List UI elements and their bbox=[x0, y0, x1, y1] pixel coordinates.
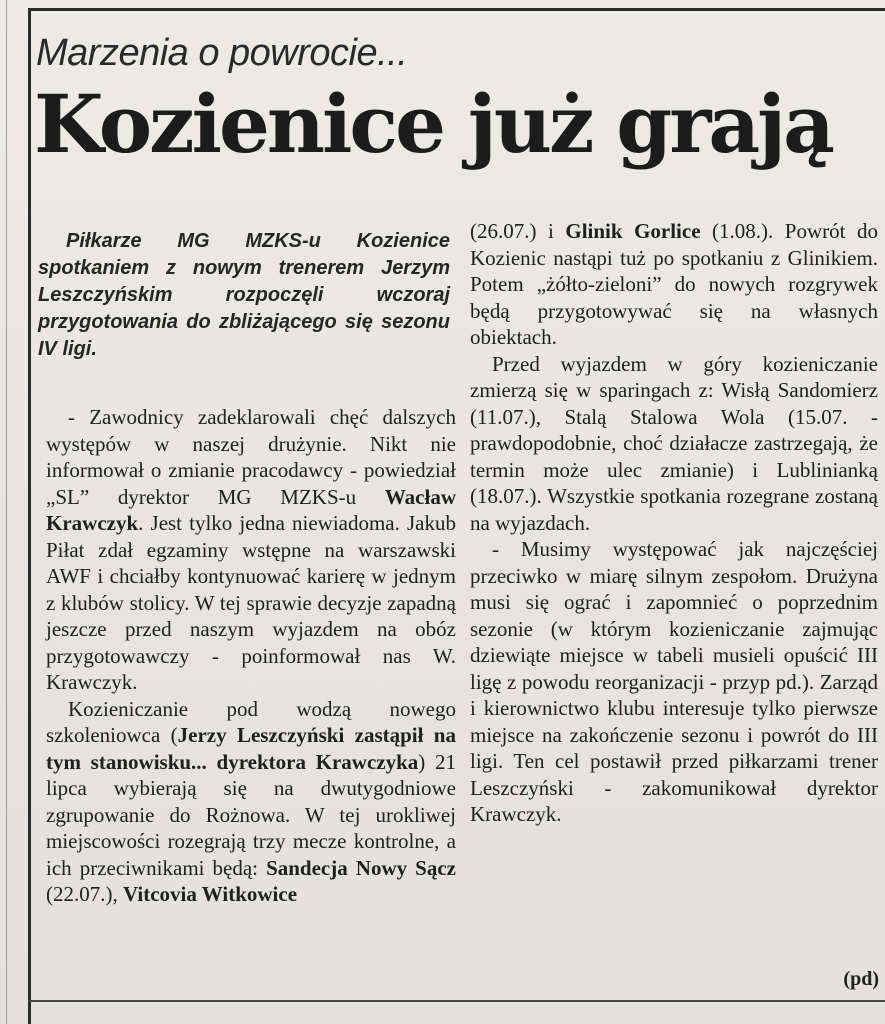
paragraph bbox=[46, 404, 456, 696]
paragraph bbox=[470, 218, 878, 351]
text-span: (26.07.) i bbox=[470, 219, 566, 243]
text-span: (1.08.). Powrót do Kozienic nastąpi tuż po spotkaniu z Glinikiem. Potem „żółto-zieloni” do nowych rozgrywek będą przygotowywać się na własnych obiektach. bbox=[470, 219, 878, 349]
bold-name: Wacław Krawczyk bbox=[46, 484, 456, 535]
text-span: (22.07.), bbox=[46, 882, 123, 906]
scan-edge-line bbox=[6, 0, 7, 1024]
top-rule bbox=[30, 8, 885, 11]
right-column bbox=[470, 218, 878, 828]
left-rule bbox=[28, 8, 31, 1024]
paragraph: Przed wyjazdem w góry kozieniczanie zmierzą się w sparingach z: Wisłą Sandomierz (11.07.), Stalą Stalowa Wola (15.07. - prawdopodobnie, choć działacze zastrzegają, że termin może ulec zmianie) i Lublinianką (18.07.). Wszystkie spotkania rozegrane zostaną na wyjazdach. bbox=[470, 351, 878, 535]
paragraph: - Musimy występować jak najczęściej przeciwko w miarę silnym zespołom. Drużyna musi się ograć i zapomnieć o poprzednim sezonie (w którym kozieniczanie zajmując dziewiąte miejsce w tabeli musieli opuścić III ligę z powodu reorganizacji - przyp pd.). Zarząd i kierownictwo klubu interesuje tylko pierwsze miejsce na zakończenie sezonu i powrót do III ligi. Ten cel postawił przed piłkarzami trener Leszczyński - zakomunikował dyrektor Krawczyk. bbox=[470, 537, 878, 826]
left-column bbox=[46, 404, 456, 908]
text-span: Kozieniczanie pod wodzą nowego szkoleniowca ( bbox=[46, 696, 456, 747]
text-span: . Jest tylko jedna niewiadoma. Jakub Piłat zdał egzaminy wstępne na warszawski AWF i chciałby kontynuować karierę w jednym z klubów stolicy. W tej sprawie decyzje zapadną jeszcze przed naszym wyjazdem na obóz przygotowawczy - poinformował nas W. Krawczyk. bbox=[46, 511, 456, 694]
bottom-rule bbox=[28, 1000, 885, 1002]
article-lead: Piłkarze MG MZKS-u Kozienice spotkaniem z nowym trenerem Jerzym Leszczyńskim rozpoczęli wczoraj przygotowania do zbliżającego się sezonu IV ligi. bbox=[38, 230, 450, 360]
bold-name: Jerzy Leszczyński zastąpił na tym stanowisku... dyrektora Krawczyka bbox=[46, 723, 456, 774]
article-kicker: Marzenia o powrocie... bbox=[36, 32, 408, 74]
bold-team: Vitcovia Witkowice bbox=[123, 882, 298, 906]
bold-team: Sandecja Nowy Sącz bbox=[266, 855, 456, 880]
bold-team: Glinik Gorlice bbox=[565, 219, 701, 243]
text-span: - Zawodnicy zadeklarowali chęć dalszych występów w naszej drużynie. Nikt nie informował o zmianie pracodawcy - powiedział „SL” dyrektor MG MZKS-u bbox=[46, 405, 456, 509]
text-span: ) 21 lipca wybierają się na dwutygodniowe zgrupowanie do Rożnowa. W tej urokliwej miejscowości rozegrają trzy mecze kontrolne, a ich przeciwnikami będą: bbox=[46, 749, 456, 880]
author-signature: (pd) bbox=[843, 968, 879, 990]
article-headline: Kozienice już grają bbox=[34, 77, 832, 171]
paragraph bbox=[46, 696, 456, 908]
